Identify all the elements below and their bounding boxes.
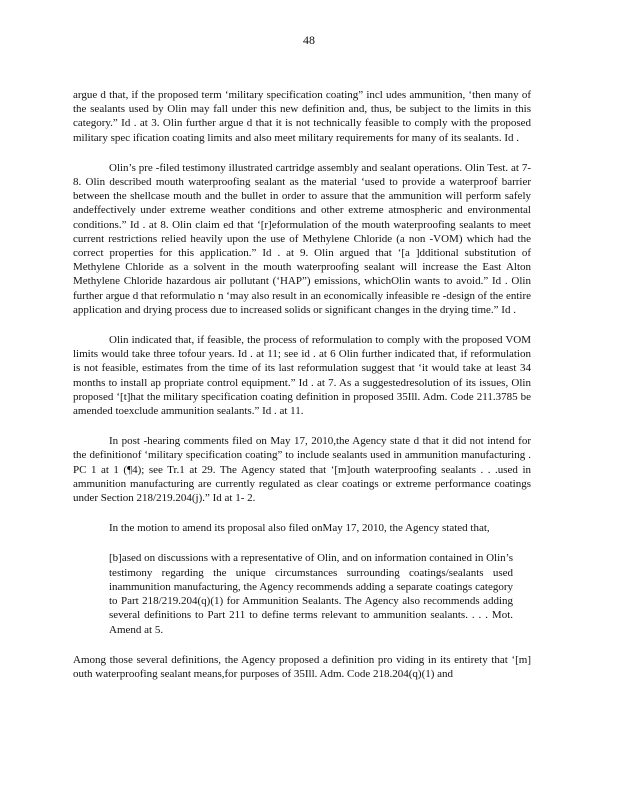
page-number: 48 — [303, 33, 315, 47]
paragraph-definitions: Among those several definitions, the Agency proposed a definition pro viding in its entirety that ‘[m] outh waterproofing sealant means,for purposes of 35Ill. Adm. Code 218.204(q)(1) and — [73, 653, 531, 680]
paragraph-olin-testimony: Olin’s pre -filed testimony illustrated cartridge assembly and sealant operations. Olin Test. at 7-8. Olin described mouth waterproofing sealant as the material ‘used to provide a waterproof barrier between the shellcase mouth and the bullet in order to assure that the ammunition will perform safely andeffectively under extreme weather conditions and other extreme atmospheric and environmental conditions.” Id . at 8. Olin claim ed that ‘[r]eformulation of the mouth waterproofing sealants to meet current restrictions relied heavily upon the use of Methylene Chloride (a non -VOM) which had the correct properties for this application.” Id . at 9. Olin argued that ‘[a ]dditional substitution of Methylene Chloride as a solvent in the mouth waterproofing sealant will increase the East Alton Methylene Chloride hazardous air pollutant (‘HAP”) emissions, whichOlin wants to avoid.” Id . Olin further argue d that reformulatio n ‘may also result in an economically infeasible re -design of the entire application and drying process due to increased solids or significant changes in the drying time.” Id . — [73, 161, 531, 316]
paragraph-agency-comments: In post -hearing comments filed on May 17, 2010,the Agency state d that it did not intend for the definitionof ‘military specification coating” to include sealants used in ammunition manufacturing . PC 1 at 1 (¶4); see Tr.1 at 29. The Agency stated that ‘[m]outh waterproofing sealants . . .used in ammunition manufacturing are currently regulated as clear coatings or extreme performance coatings under Section 218/219.204(j).” Id at 1- 2. — [73, 435, 531, 505]
paragraph-motion-intro: In the motion to amend its proposal also filed onMay 17, 2010, the Agency stated that, — [109, 522, 490, 535]
block-quote: [b]ased on discussions with a representative of Olin, and on information contained in Olin’s testimony regarding the unique circumstances surrounding coatings/sealants used inammunition manufacturing, the Agency recommends adding a separate coatings category to Part 218/219.204(q)(1) for Ammunition Sealants. The Agency also recommends adding several definitions to Part 211 to define terms relevant to ammunition sealants. . . . Mot. Amend at 5. — [109, 552, 513, 636]
document-body — [73, 88, 531, 681]
paragraph-olin-argument: argue d that, if the proposed term ‘military specification coating” incl udes ammunition, ‘then many of the sealants used by Olin may fall under this new definition and, thus, be subject to the limits in this category.” Id . at 3. Olin further argue d that it is not technically feasible to comply with the proposed military spec ification coating limits and also meet military requirements for many of its sealants. Id . — [73, 89, 531, 144]
paragraph-reformulation: Olin indicated that, if feasible, the process of reformulation to comply with the proposed VOM limits would take three tofour years. Id . at 11; see id . at 6 Olin further indicated that, if reformulation is not feasible, estimates from the time of its last reformulation suggest that ‘it would take at least 34 months to install ap propriate control equipment.” Id . at 7. As a suggestedresolution of its issues, Olin proposed ‘[t]hat the military specification coating definition in proposed 35Ill. Adm. Code 211.3785 be amended toexclude ammunition sealants.” Id . at 11. — [73, 334, 531, 418]
